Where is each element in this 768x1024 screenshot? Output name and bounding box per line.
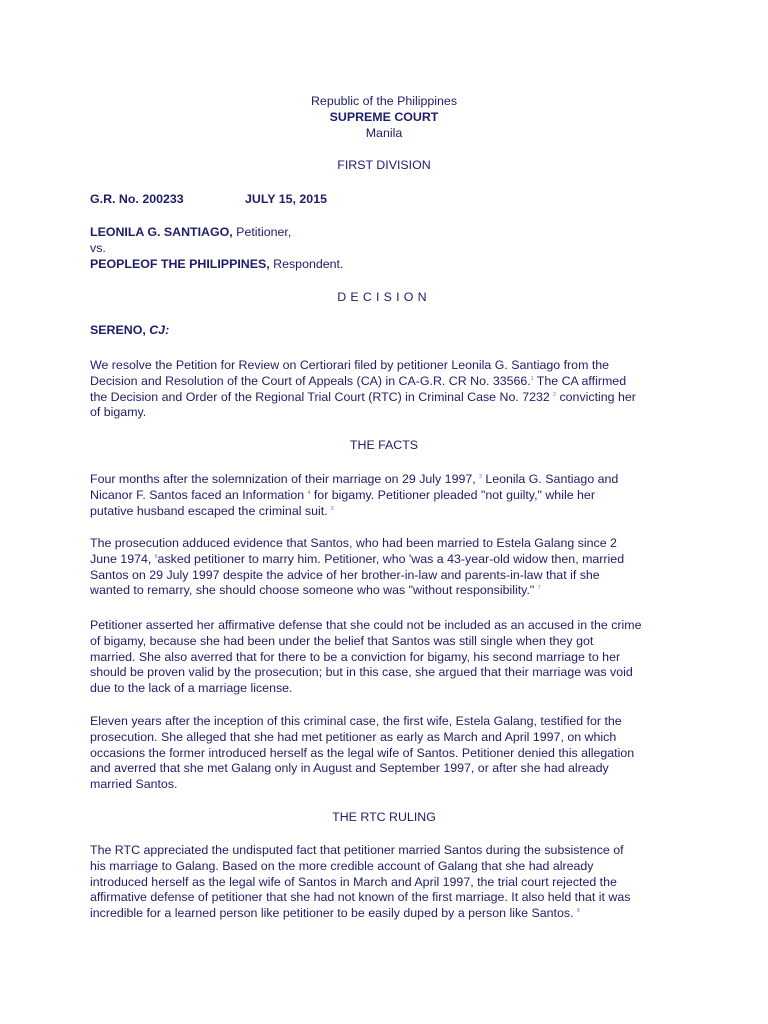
- paragraph-line: Eleven years after the inception of this criminal case, the first wife, Estela Galang, testified for the: [90, 714, 622, 728]
- paragraph-line: Santos on 29 July 1997 despite the advice of her brother-in-law and parents-in-law that if she: [90, 567, 600, 582]
- footnote-marker[interactable]: 4: [307, 489, 311, 496]
- petitioner-line: [90, 225, 291, 241]
- versus-text: vs.: [90, 241, 106, 255]
- petitioner-role: Petitioner,: [232, 225, 292, 239]
- paragraph-line: married. She also averred that for there to be a conviction for bigamy, his second marriage to her: [90, 649, 621, 664]
- paragraph-line: affirmative defense of petitioner that she had not known of the first marriage. It also held that it was: [90, 890, 631, 905]
- intro-line: Decision and Resolution of the Court of Appeals (CA) in CA-G.R. CR No. 33566.$^1$ The CA affirmed: [90, 373, 627, 388]
- paragraph-line: introduced herself as the legal wife of Santos in March and April 1997, the trial court rejected the: [90, 874, 617, 889]
- facts-paragraph-4: [90, 714, 690, 793]
- intro-line: of bigamy.: [90, 405, 147, 420]
- paragraph-line: Nicanor F. Santos faced an Information $^4$ for bigamy. Petitioner pleaded "not guilty," while her: [90, 487, 595, 502]
- paragraph-line: incredible for a learned person like petitioner to be easily duped by a person like Santos. $^8$: [90, 906, 580, 921]
- respondent-role: Respondent.: [269, 257, 344, 271]
- republic-line: Republic of the Philippines: [310, 94, 458, 108]
- intro-line: We resolve the Petition for Review on Certiorari filed by petitioner Leonila G. Santiago from the: [90, 358, 610, 372]
- paragraph-line: occasions the former introduced herself as the legal wife of Santos. Petitioner denied this allegation: [90, 745, 635, 760]
- paragraph-line: should be proven valid by the prosecution; but in this case, she argued that their marriage was void: [90, 665, 633, 680]
- facts-heading: THE FACTS: [349, 438, 419, 452]
- decision-heading: DECISION: [337, 290, 431, 304]
- intro-line: the Decision and Order of the Regional Trial Court (RTC) in Criminal Case No. 7232 $^2$ convicting her: [90, 389, 636, 404]
- footnote-marker[interactable]: 6: [154, 553, 158, 560]
- facts-paragraph-2: [90, 536, 690, 599]
- paragraph-line: putative husband escaped the criminal suit. $^5$: [90, 503, 334, 518]
- paragraph-line: and averred that she met Galang only in August and September 1997, or after she had already: [90, 761, 609, 776]
- footnote-marker[interactable]: 2: [553, 391, 557, 398]
- paragraph-line: due to the lack of a marriage license.: [90, 681, 293, 696]
- rtc-heading: THE RTC RULING: [332, 810, 436, 824]
- ponente-name: SERENO,: [90, 323, 146, 337]
- paragraph-line: Petitioner asserted her affirmative defense that she could not be included as an accused in the crime: [90, 618, 642, 632]
- paragraph-line: his marriage to Galang. Based on the more credible account of Galang that she had already: [90, 858, 594, 873]
- division-title: FIRST DIVISION: [337, 158, 431, 172]
- footnote-marker[interactable]: 3: [479, 473, 482, 480]
- court-name: SUPREME COURT: [329, 110, 439, 124]
- facts-paragraph-3: [90, 618, 690, 697]
- footnote-marker[interactable]: 5: [331, 505, 334, 512]
- rtc-paragraph: [90, 843, 690, 922]
- paragraph-line: June 1974, $^6$asked petitioner to marry him. Petitioner, who 'was a 43-year-old widow then, married: [90, 551, 625, 566]
- footnote-marker[interactable]: 1: [530, 375, 534, 382]
- paragraph-line: of bigamy, because she had been under the belief that Santos was still single when they got: [90, 633, 594, 648]
- ponente-title: CJ:: [149, 323, 170, 337]
- court-city: Manila: [365, 126, 403, 140]
- paragraph-line: wanted to remarry, she should choose someone who was "without responsibility." $^7$: [90, 583, 541, 598]
- ponente-line: [90, 323, 169, 339]
- footnote-marker[interactable]: 7: [537, 585, 541, 592]
- gr-number: G.R. No. 200233: [90, 192, 184, 206]
- paragraph-line: married Santos.: [90, 777, 178, 792]
- facts-paragraph-1: [90, 472, 690, 519]
- decision-date: JULY 15, 2015: [245, 192, 327, 206]
- footnote-marker[interactable]: 8: [576, 908, 580, 915]
- paragraph-line: Four months after the solemnization of their marriage on 29 July 1997, $^3$ Leonila G. Santiago and: [90, 472, 619, 486]
- respondent-name: PEOPLEOF THE PHILIPPINES,: [90, 257, 270, 271]
- paragraph-line: The RTC appreciated the undisputed fact that petitioner married Santos during the subsistence of: [90, 843, 624, 857]
- intro-paragraph: [90, 358, 690, 421]
- petitioner-name: LEONILA G. SANTIAGO,: [90, 225, 233, 239]
- respondent-line: [90, 257, 343, 273]
- paragraph-line: The prosecution adduced evidence that Santos, who had been married to Estela Galang since 2: [90, 536, 617, 550]
- paragraph-line: prosecution. She alleged that she had met petitioner as early as March and April 1997, on which: [90, 729, 617, 744]
